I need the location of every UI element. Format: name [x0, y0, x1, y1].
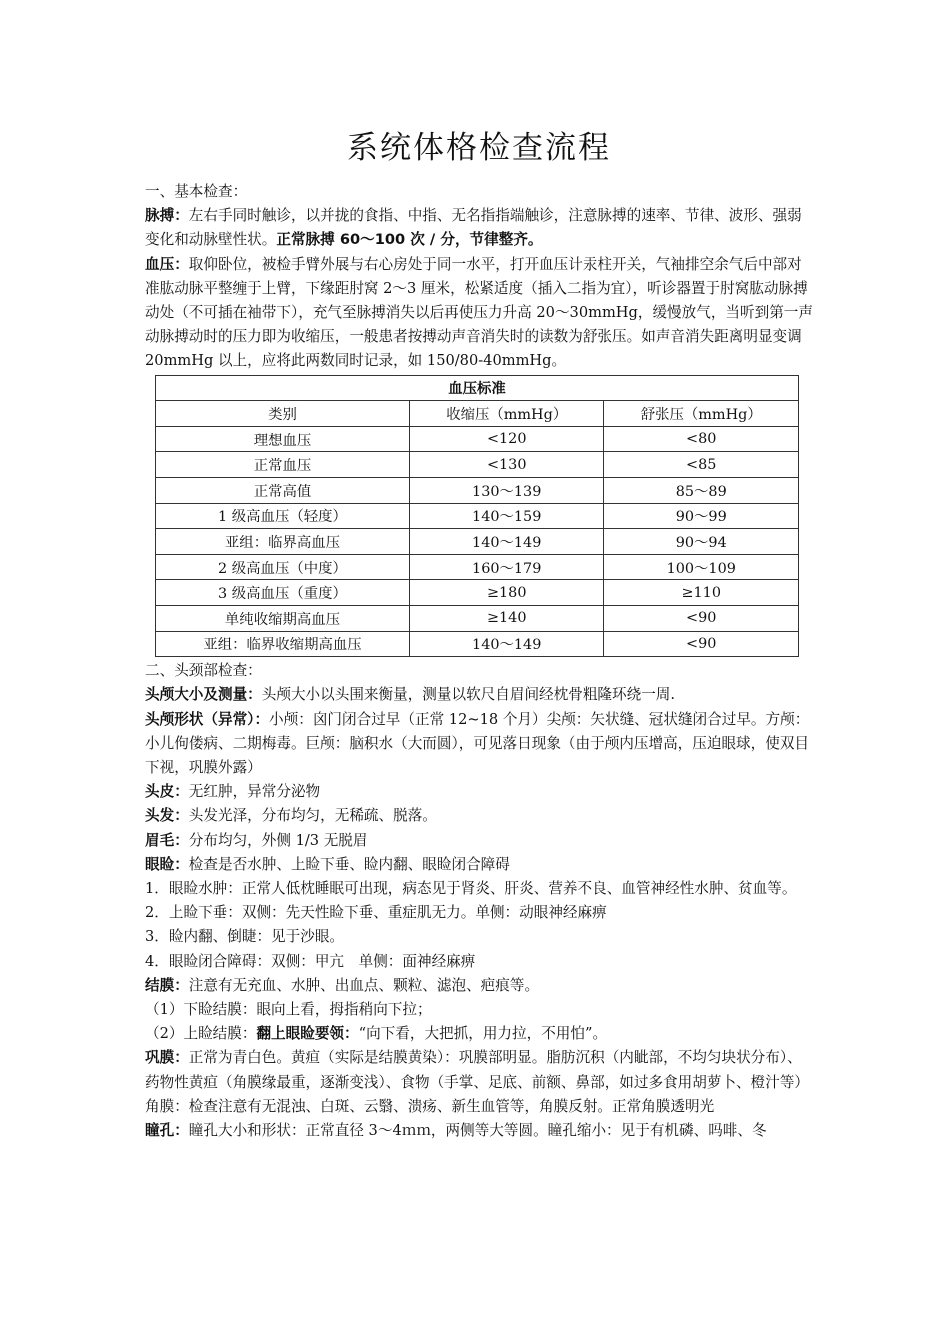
list-item: 3．睑内翻、倒睫：见于沙眼。	[145, 928, 345, 946]
skull-shape-label: 头颅形状（异常）：	[145, 710, 270, 728]
pulse-label: 脉搏：	[145, 207, 189, 225]
table-header-cell: 类别	[156, 401, 410, 427]
table-row	[156, 426, 799, 452]
upper-lid-prefix: （2）上睑结膜：	[145, 1025, 257, 1043]
conjunctiva-paragraph	[145, 974, 813, 998]
eyebrow-text: 分布均匀，外侧 1/3 无脱眉	[188, 831, 368, 849]
scalp-label: 头皮：	[145, 783, 189, 801]
table-cell: <85	[604, 452, 799, 478]
conjunctiva-text: 注意有无充血、水肿、出血点、颗粒、滤泡、疤痕等。	[188, 976, 540, 994]
list-item: 2．上睑下垂：双侧：先天性睑下垂、重症肌无力。单侧：动眼神经麻痹	[145, 904, 607, 922]
table-header-cell: 舒张压（mmHg）	[604, 401, 799, 427]
table-cell: 160～179	[409, 554, 604, 580]
bp-paragraph	[145, 253, 813, 374]
section-heading-basic: 一、基本检查：	[145, 183, 248, 200]
table-cell: <130	[409, 452, 604, 478]
skull-size-label: 头颅大小及测量：	[145, 686, 262, 704]
bp-text: 取仰卧位，被检手臂外展与右心房处于同一水平，打开血压计汞柱开关，气袖排空余气后中部对准肱动脉平整缠于上臂，下缘距肘窝 2～3 厘米，松紧适度（插入二指为宜），听诊器置于肘窝肱动脉搏动处（不可插在袖带下），充气至脉搏消失以后再使压力升高 20～30mmHg，缓慢放气，当听到第一声动脉搏动时的压力即为收缩压，一般患者按搏动声音消失时的读数为舒张压。如声音消失距离明显变调 20mmHg 以上，应将此两数同时记录，如 150/80-40mmHg。	[145, 255, 813, 370]
list-item	[145, 1022, 813, 1046]
sclera-paragraph	[145, 1046, 813, 1094]
table-row	[156, 554, 799, 580]
document-page	[145, 128, 813, 1143]
table-row	[156, 478, 799, 504]
table-cell: 理想血压	[156, 426, 410, 452]
bp-standard-table	[155, 375, 799, 658]
table-cell: 85～89	[604, 478, 799, 504]
pupil-label: 瞳孔：	[145, 1122, 189, 1140]
table-cell: ≥140	[409, 605, 604, 631]
eyebrow-paragraph	[145, 829, 813, 853]
table-caption: 血压标准	[156, 375, 799, 401]
eyelid-paragraph	[145, 853, 813, 877]
table-cell: 100～109	[604, 554, 799, 580]
table-cell: 2 级高血压（中度）	[156, 554, 410, 580]
list-item: （1）下睑结膜：眼向上看，拇指稍向下拉；	[145, 1001, 432, 1018]
skull-shape-paragraph	[145, 708, 813, 781]
table-cell: 正常高值	[156, 478, 410, 504]
table-cell: 1 级高血压（轻度）	[156, 503, 410, 529]
table-row	[156, 529, 799, 555]
upper-lid-text: “向下看，大把抓，用力拉，不用怕”。	[358, 1025, 608, 1043]
scalp-text: 无红肿，异常分泌物	[188, 783, 321, 801]
hair-paragraph	[145, 804, 813, 828]
table-header-row	[156, 401, 799, 427]
table-cell: 130～139	[409, 478, 604, 504]
upper-lid-key: 翻上眼睑要领：	[256, 1025, 359, 1043]
pupil-text: 瞳孔大小和形状：正常直径 3～4ｍｍ，两侧等大等圆。瞳孔缩小：见于有机磷、吗啡、冬	[188, 1122, 767, 1140]
table-cell: 140～149	[409, 529, 604, 555]
hair-text: 头发光泽，分布均匀，无稀疏、脱落。	[188, 807, 437, 825]
table-cell: 3 级高血压（重度）	[156, 580, 410, 606]
page-title: 系统体格检查流程	[347, 130, 611, 166]
table-cell: 90～94	[604, 529, 799, 555]
pulse-text: 左右手同时触诊，以并拢的食指、中指、无名指指端触诊，注意脉搏的速率、节律、波形、强弱变化和动脉壁性状。	[145, 207, 802, 249]
bp-label: 血压：	[145, 255, 189, 273]
table-cell: 140～149	[409, 631, 604, 657]
scalp-paragraph	[145, 780, 813, 804]
table-row	[156, 580, 799, 606]
table-cell: 90～99	[604, 503, 799, 529]
table-row	[156, 452, 799, 478]
list-item: 4．眼睑闭合障碍：双侧：甲亢 单侧：面神经麻痹	[145, 952, 476, 970]
eyelid-label: 眼睑：	[145, 855, 189, 873]
sclera-label: 巩膜：	[145, 1049, 189, 1067]
table-cell: 正常血压	[156, 452, 410, 478]
pulse-paragraph	[145, 204, 813, 252]
pupil-paragraph	[145, 1119, 813, 1143]
list-item: 1．眼睑水肿：正常人低枕睡眠可出现，病态见于肾炎、肝炎、营养不良、血管神经性水肿、贫血等。	[145, 879, 797, 897]
table-cell: ≥110	[604, 580, 799, 606]
eyebrow-label: 眉毛：	[145, 831, 189, 849]
skull-shape-text: 小颅：囟门闭合过早（正常 12~18 个月）尖颅：矢状缝、冠状缝闭合过早。方颅：小儿佝偻病、二期梅毒。巨颅：脑积水（大而圆），可见落日现象（由于颅内压增高，压迫眼球，使双目下视，巩膜外露）	[145, 710, 810, 776]
table-cell: <80	[604, 426, 799, 452]
table-cell: <90	[604, 605, 799, 631]
sclera-text: 正常为青白色。黄疸（实际是结膜黄染）：巩膜部明显。脂肪沉积（内眦部，不均匀块状分布）、药物性黄疸（角膜缘最重，逐渐变浅）、食物（手掌、足底、前额、鼻部，如过多食用胡萝卜、橙汁等）	[145, 1049, 810, 1091]
hair-label: 头发：	[145, 807, 189, 825]
table-cell: 亚组：临界收缩期高血压	[156, 631, 410, 657]
table-row	[156, 605, 799, 631]
table-cell: 单纯收缩期高血压	[156, 605, 410, 631]
section-heading-head-neck: 二、头颈部检查：	[145, 662, 262, 680]
pulse-normal-note: 正常脉搏 60～100 次 / 分，节律整齐。	[276, 231, 543, 249]
table-cell: <90	[604, 631, 799, 657]
table-cell: 140～159	[409, 503, 604, 529]
table-row	[156, 631, 799, 657]
table-cell: <120	[409, 426, 604, 452]
table-row	[156, 503, 799, 529]
eyelid-text: 检查是否水肿、上睑下垂、睑内翻、眼睑闭合障碍	[188, 855, 510, 873]
skull-size-paragraph	[145, 683, 813, 707]
skull-size-text: 头颅大小以头围来衡量，测量以软尺自眉间经枕骨粗隆环绕一周.	[261, 686, 676, 704]
table-cell: ≥180	[409, 580, 604, 606]
conjunctiva-label: 结膜：	[145, 976, 189, 994]
table-cell: 亚组：临界高血压	[156, 529, 410, 555]
cornea-paragraph: 角膜：检查注意有无混浊、白斑、云翳、溃疡、新生血管等，角膜反射。正常角膜透明光	[145, 1097, 715, 1115]
table-header-cell: 收缩压（mmHg）	[409, 401, 604, 427]
